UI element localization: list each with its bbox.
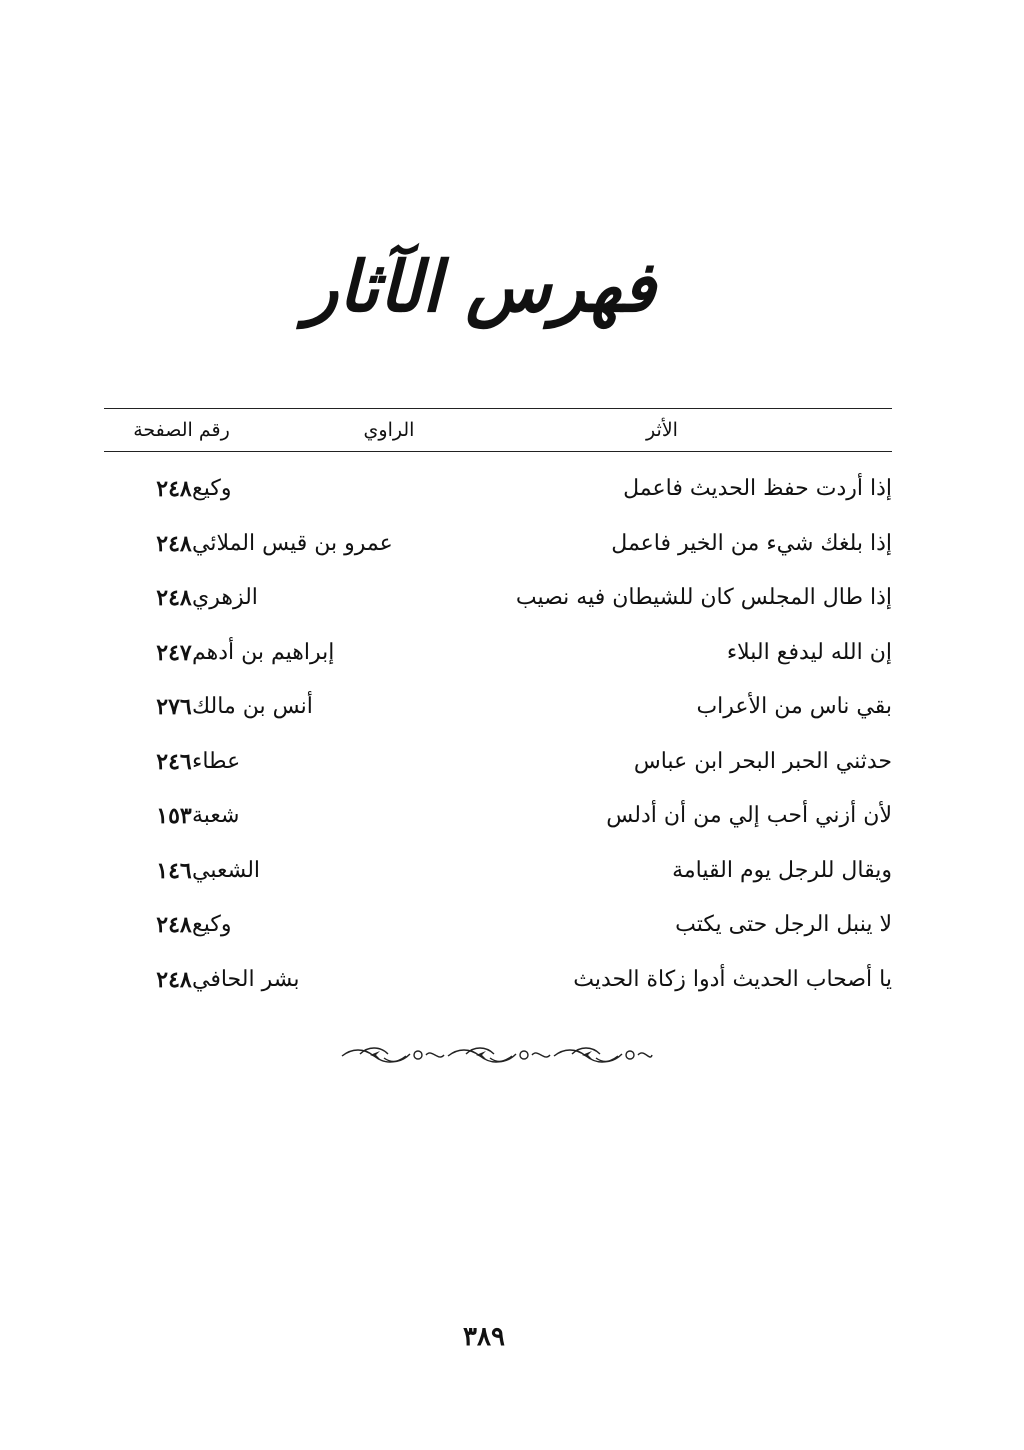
table-row (104, 640, 892, 695)
page-number: ٣٨٩ (463, 1322, 505, 1352)
athar-text: إذا بلغك شيء من الخير فاعمل (611, 530, 892, 556)
table-row (104, 694, 892, 749)
rawi-name: أنس بن مالك (192, 694, 313, 719)
athar-text: إذا طال المجلس كان للشيطان فيه نصيب (515, 585, 892, 610)
page-ref: ٢٤٨ (156, 476, 192, 502)
rawi-name: الشعبي (192, 857, 261, 883)
header-athar: الأثر (646, 419, 678, 441)
athar-text: لأن أزني أحب إلي من أن أدلس (606, 803, 892, 828)
ornament-divider-icon (340, 1042, 656, 1068)
rawi-name: الزهري (192, 585, 258, 610)
table-row (104, 858, 892, 913)
athar-text: إذا أردت حفظ الحديث فاعمل (623, 476, 892, 501)
page-ref: ٢٤٧ (156, 639, 192, 666)
page-ref: ١٤٦ (156, 857, 192, 884)
table-row (104, 912, 892, 967)
page-ref: ٢٤٨ (156, 530, 192, 557)
table-row (104, 803, 892, 858)
rawi-name: وكيع (192, 476, 232, 501)
athar-text: يا أصحاب الحديث أدوا زكاة الحديث (573, 966, 892, 992)
rawi-name: عمرو بن قيس الملائي (192, 530, 393, 556)
rawi-name: عطاء (192, 748, 241, 774)
page-ref: ٢٧٦ (156, 694, 192, 720)
athar-text: لا ينبل الرجل حتى يكتب (675, 912, 892, 937)
table-row (104, 476, 892, 531)
page-ref: ٢٤٨ (156, 966, 192, 993)
table-body (104, 476, 892, 1021)
athar-text: إن الله ليدفع البلاء (726, 639, 892, 665)
table-header-row (104, 409, 892, 451)
table-row (104, 585, 892, 640)
table-row (104, 967, 892, 1022)
athar-text: بقي ناس من الأعراب (696, 694, 892, 719)
rawi-name: بشر الحافي (192, 966, 300, 992)
rawi-name: إبراهيم بن أدهم (192, 639, 335, 665)
flourish-icon (342, 1048, 444, 1062)
page-title: فهرس الآثار (304, 245, 656, 328)
page-ref: ٢٤٨ (156, 585, 192, 611)
header-page-number: رقم الصفحة (133, 419, 230, 441)
page-ref: ٢٤٨ (156, 912, 192, 938)
page-ref: ٢٤٦ (156, 748, 192, 775)
table-row (104, 531, 892, 586)
rawi-name: شعبة (192, 803, 240, 828)
page-ref: ١٥٣ (156, 803, 192, 829)
table-header-rule (104, 451, 892, 452)
athar-index-table (104, 408, 892, 1021)
athar-text: ويقال للرجل يوم القيامة (672, 857, 892, 883)
athar-text: حدثني الحبر البحر ابن عباس (633, 748, 892, 774)
table-row (104, 749, 892, 804)
header-rawi: الراوي (363, 419, 415, 441)
rawi-name: وكيع (192, 912, 232, 937)
